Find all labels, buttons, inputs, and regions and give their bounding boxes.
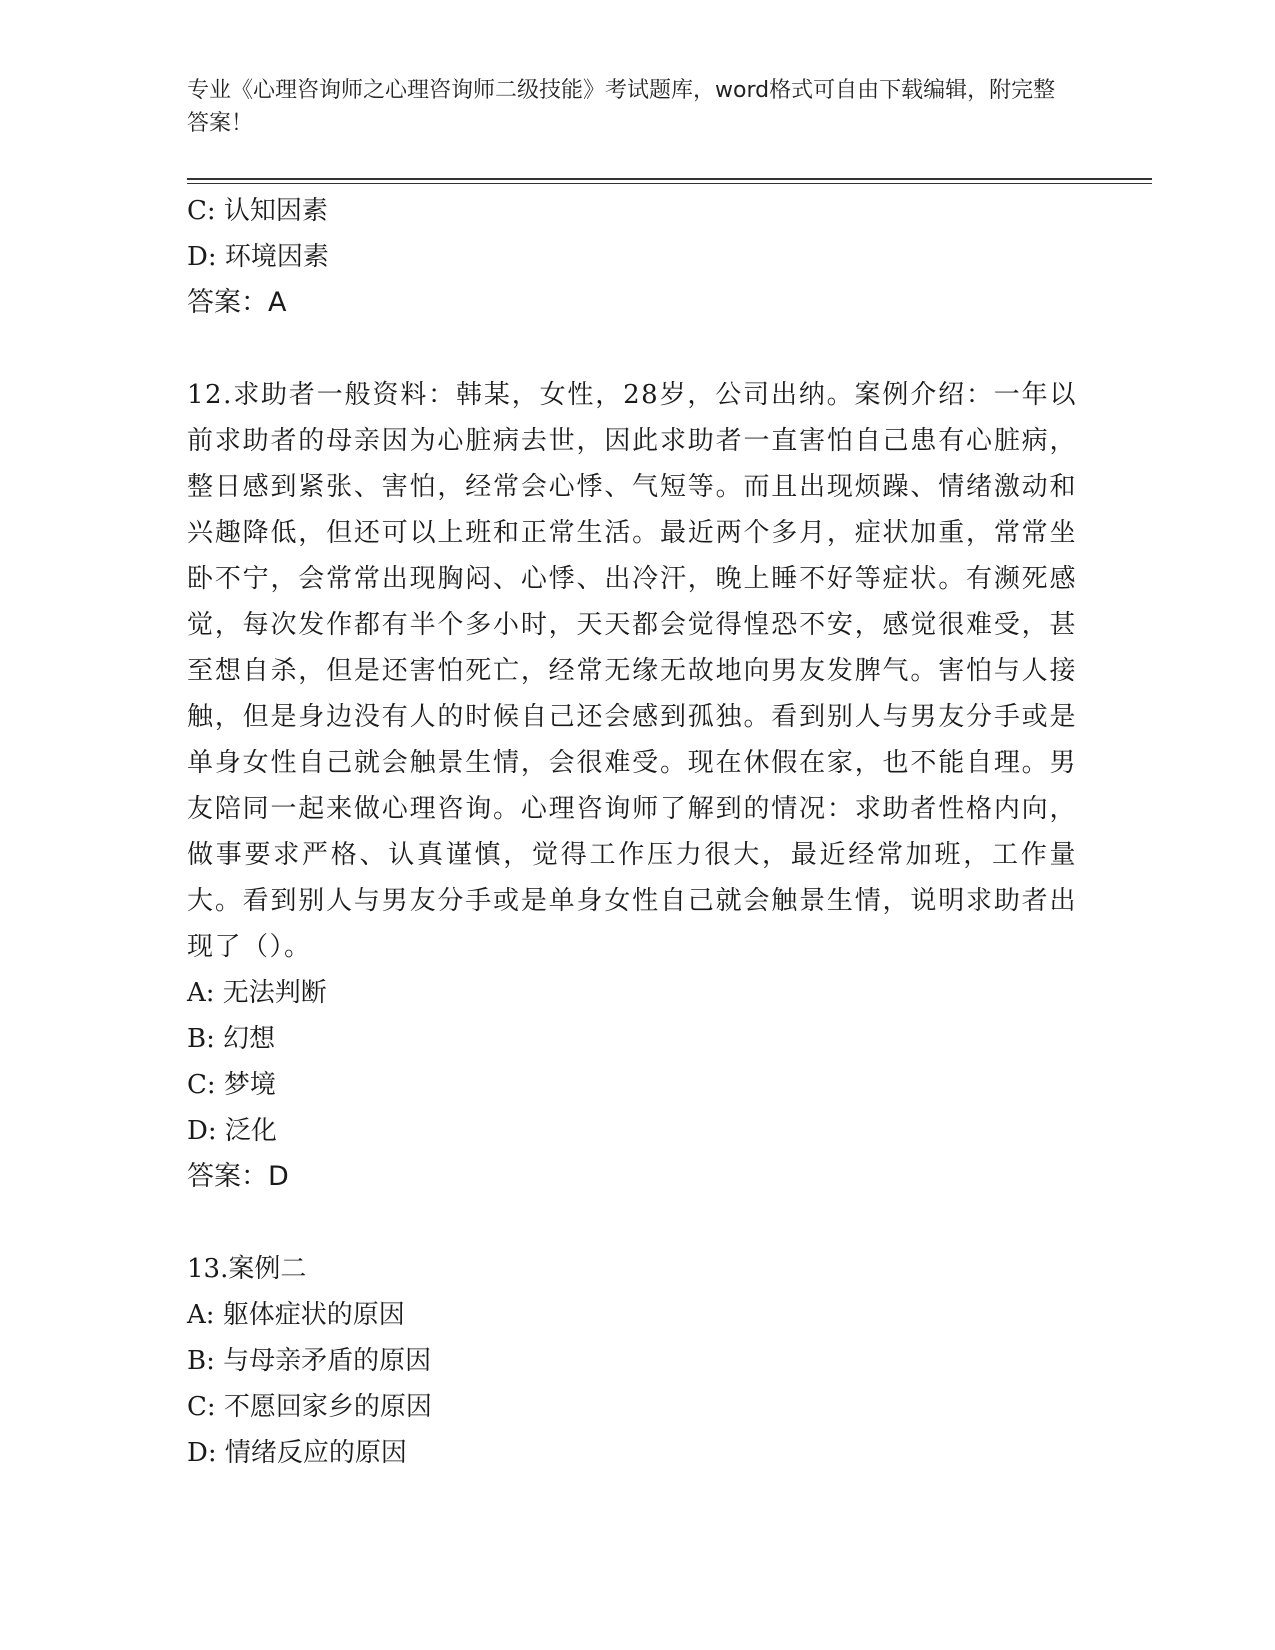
option-d: D: 环境因素 — [187, 242, 329, 272]
spacer — [187, 326, 1087, 372]
question-stem: 13.案例二 — [187, 1254, 307, 1284]
spacer — [187, 1200, 1087, 1246]
question-13 — [187, 1246, 1087, 1476]
document-body — [187, 188, 1087, 1476]
option-c: C: 不愿回家乡的原因 — [187, 1392, 432, 1422]
header-divider-thin — [187, 183, 1152, 184]
option-a: A: 无法判断 — [187, 978, 327, 1008]
option-d: D: 情绪反应的原因 — [187, 1438, 407, 1468]
header-divider-thick — [187, 178, 1152, 180]
answer-line: 答案：D — [187, 1161, 289, 1192]
option-d: D: 泛化 — [187, 1116, 277, 1146]
option-b: B: 与母亲矛盾的原因 — [187, 1346, 432, 1376]
option-b: B: 幻想 — [187, 1024, 276, 1054]
option-c: C: 梦境 — [187, 1070, 276, 1100]
option-a: A: 躯体症状的原因 — [187, 1300, 405, 1330]
option-c: C: 认知因素 — [187, 196, 328, 226]
document-header: 专业《心理咨询师之心理咨询师二级技能》考试题库，word格式可自由下载编辑，附完整答案！ — [187, 78, 1056, 136]
answer-line: 答案：A — [187, 287, 287, 318]
question-12 — [187, 372, 1087, 1200]
question-stem: 12.求助者一般资料：韩某，女性，28岁，公司出纳。案例介绍：一年以前求助者的母亲因为心脏病去世，因此求助者一直害怕自己患有心脏病，整日感到紧张、害怕，经常会心悸、气短等。而且出现烦躁、情绪激动和兴趣降低，但还可以上班和正常生活。最近两个多月，症状加重，常常坐卧不宁，会常常出现胸闷、心悸、出冷汗，晚上睡不好等症状。有濒死感觉，每次发作都有半个多小时，天天都会觉得惶恐不安，感觉很难受，甚至想自杀，但是还害怕死亡，经常无缘无故地向男友发脾气。害怕与人接触，但是身边没有人的时候自己还会感到孤独。看到别人与男友分手或是单身女性自己就会触景生情，会很难受。现在休假在家，也不能自理。男友陪同一起来做心理咨询。心理咨询师了解到的情况：求助者性格内向，做事要求严格、认真谨慎，觉得工作压力很大，最近经常加班，工作量大。看到别人与男友分手或是单身女性自己就会触景生情，说明求助者出现了（）。 — [187, 380, 1077, 962]
previous-question-tail — [187, 188, 1087, 326]
